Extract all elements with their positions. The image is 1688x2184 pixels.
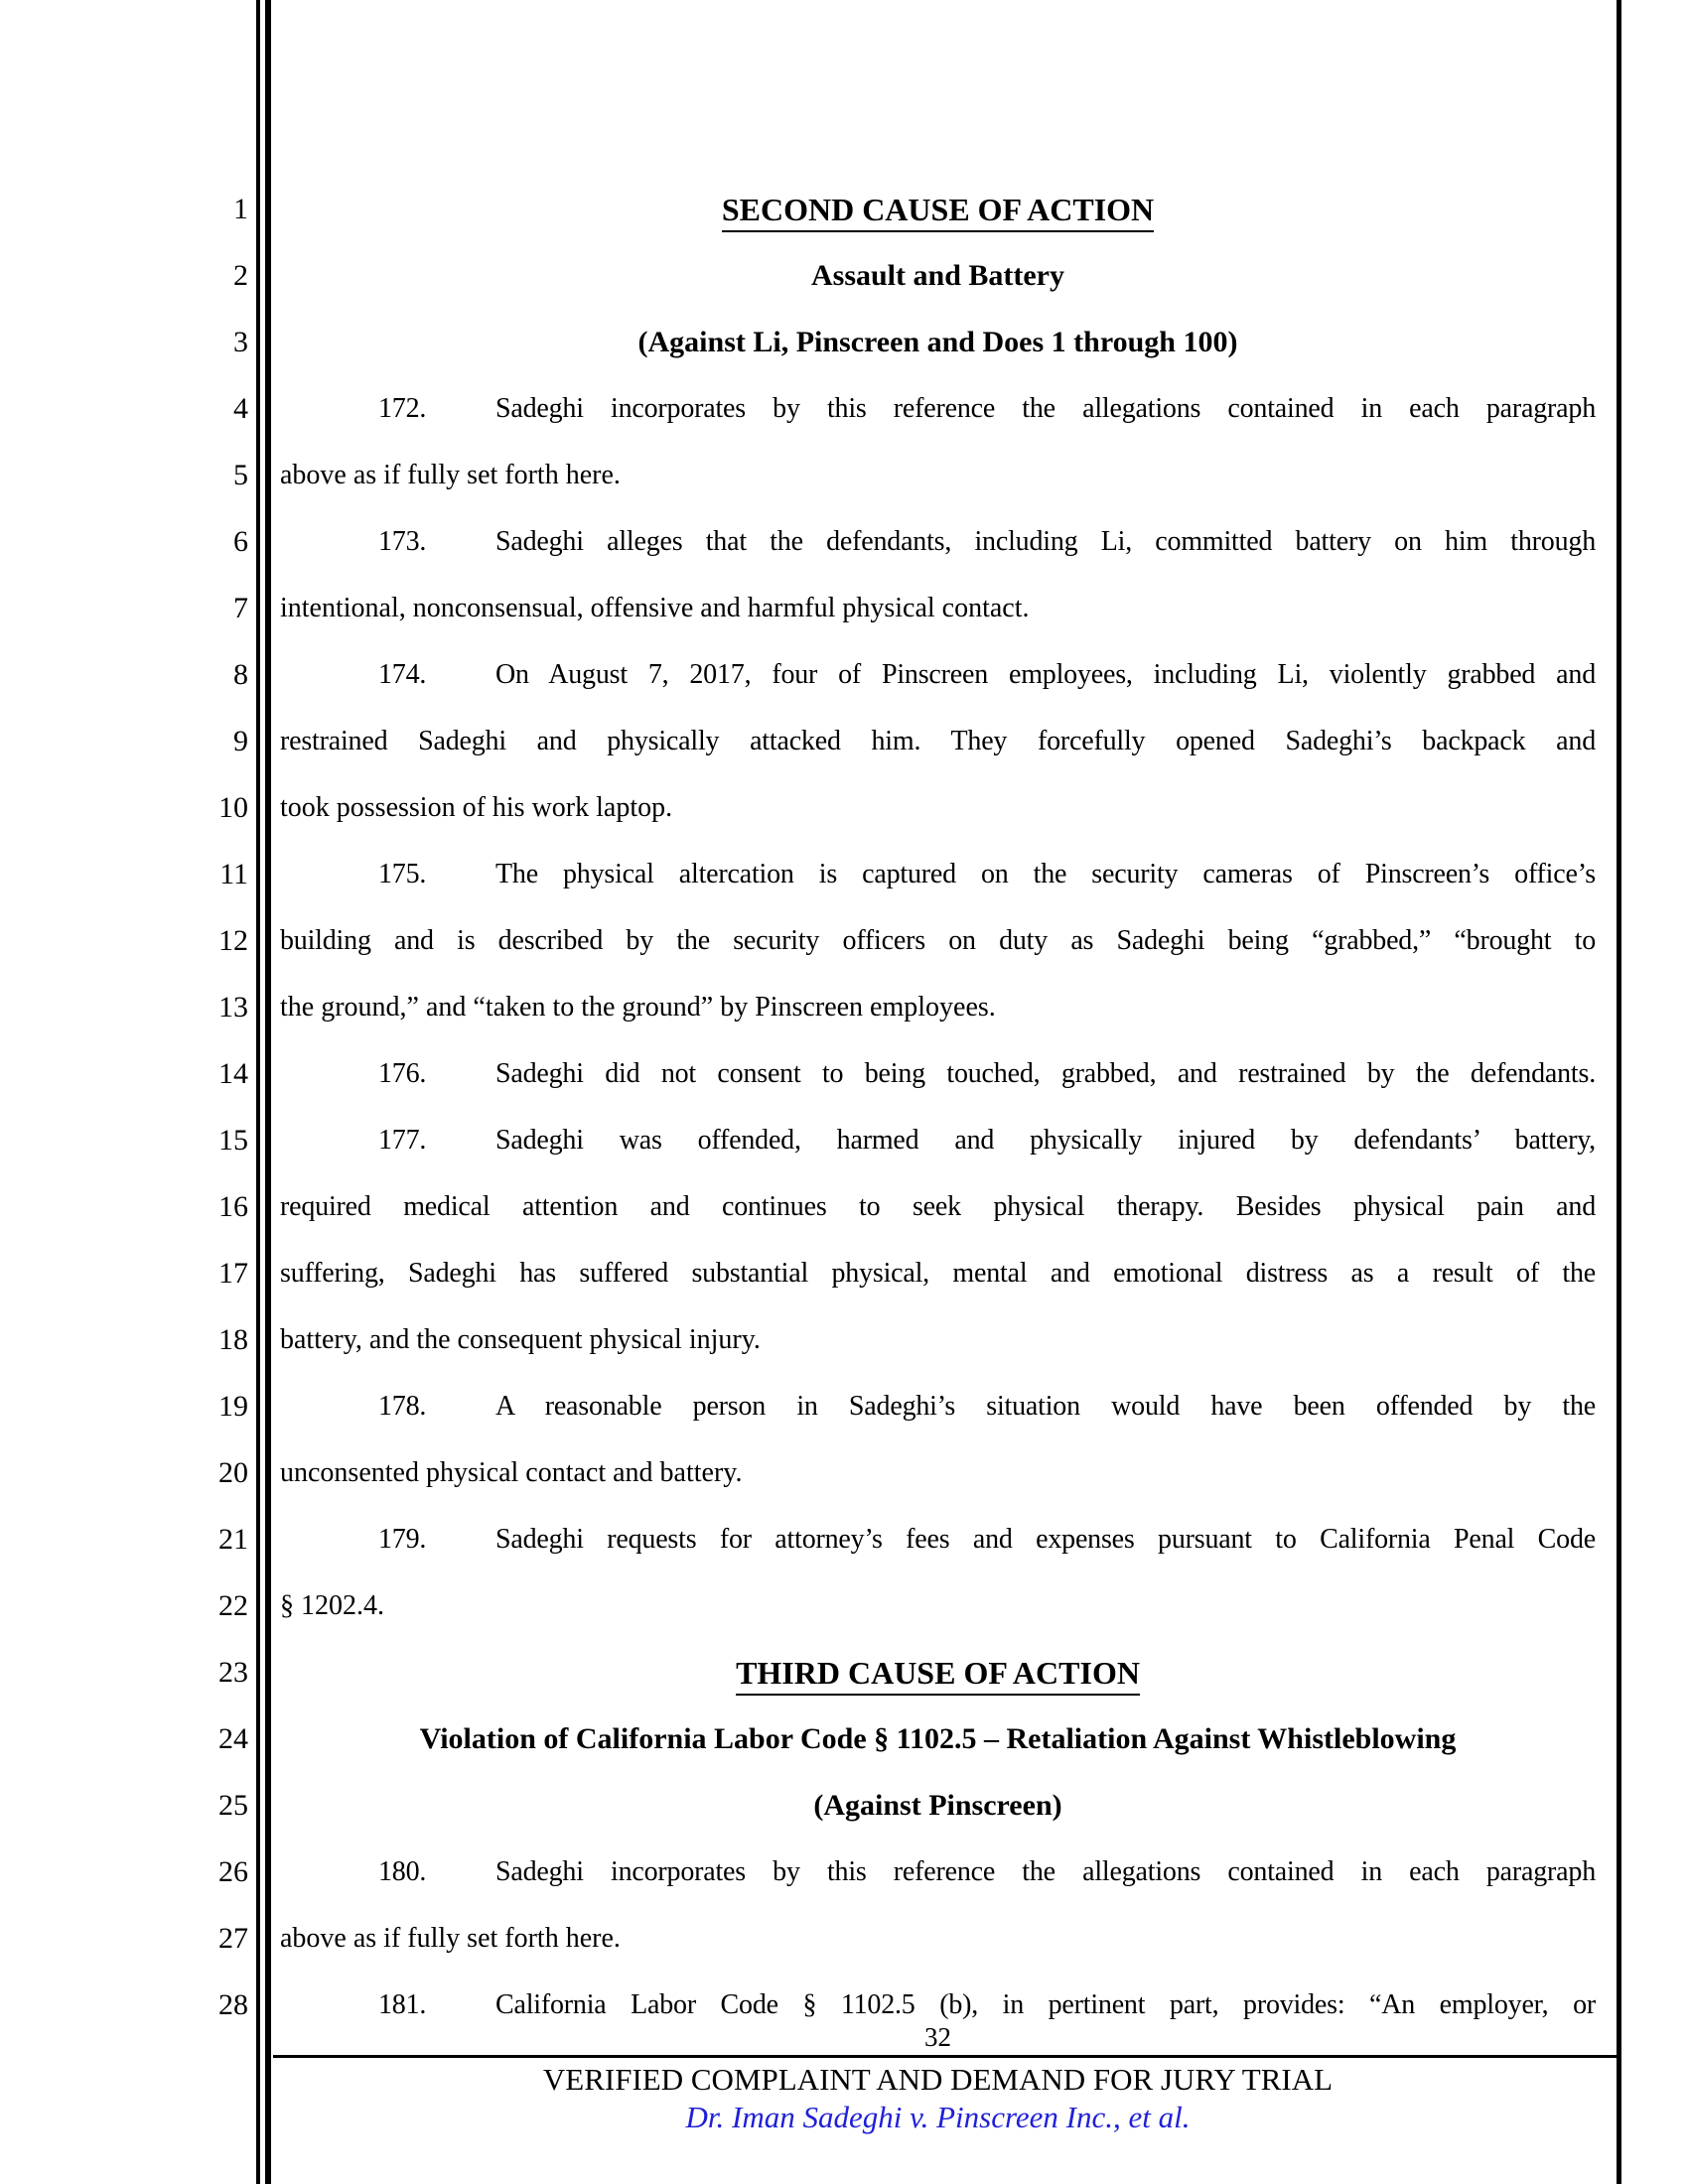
text-line: above as if fully set forth here. [280, 1923, 621, 1954]
text-line: § 1202.4. [280, 1590, 384, 1621]
paragraph-number: 179. [378, 1524, 427, 1555]
text-line: battery, and the consequent physical injury. [280, 1324, 761, 1355]
paragraph-number: 174. [378, 659, 427, 690]
text-line: intentional, nonconsensual, offensive and harmful physical contact. [280, 593, 1030, 623]
text-line: suffering, Sadeghi has suffered substantial physical, mental and emotional distress as a result of the [280, 1258, 1596, 1289]
line-number: 8 [233, 658, 248, 691]
text-line: 179. Sadeghi requests for attorney’s fees and expenses pursuant to California Penal Code [280, 1517, 1596, 1563]
text-line: restrained Sadeghi and physically attacked him. They forcefully opened Sadeghi’s backpack and [280, 726, 1596, 756]
underlined-heading-text: THIRD CAUSE OF ACTION [736, 1654, 1140, 1696]
heading-line: Assault and Battery [810, 259, 1064, 292]
line-number: 2 [233, 259, 248, 292]
text-line: 180. Sadeghi incorporates by this reference the allegations contained in each paragraph [280, 1849, 1596, 1895]
text-line: 174. On August 7, 2017, four of Pinscreen employees, including Li, violently grabbed and [280, 652, 1596, 698]
line-number: 9 [233, 725, 248, 757]
footer-rule [273, 2055, 1618, 2058]
line-number: 28 [218, 1988, 248, 2021]
heading-line: (Against Li, Pinscreen and Does 1 through 100) [637, 326, 1238, 358]
line-number: 13 [218, 991, 248, 1024]
paragraph-number: 176. [378, 1058, 427, 1089]
text-line: 175. The physical altercation is captured on the security cameras of Pinscreen’s office’s [280, 852, 1596, 897]
line-number: 16 [218, 1190, 248, 1223]
text-line: 173. Sadeghi alleges that the defendants, including Li, committed battery on him through [280, 519, 1596, 565]
underlined-heading-text: SECOND CAUSE OF ACTION [722, 191, 1154, 232]
line-number: 20 [218, 1456, 248, 1489]
page-number: 32 [924, 2022, 951, 2052]
text-line: 172. Sadeghi incorporates by this reference the allegations contained in each paragraph [280, 386, 1596, 432]
line-number: 12 [218, 924, 248, 957]
paragraph-number: 175. [378, 859, 427, 889]
heading-line: (Against Pinscreen) [813, 1789, 1062, 1822]
line-number: 25 [218, 1789, 248, 1822]
footer-title: VERIFIED COMPLAINT AND DEMAND FOR JURY TRIAL [542, 2062, 1334, 2097]
paragraph-number: 177. [378, 1125, 427, 1156]
line-number: 15 [218, 1124, 248, 1157]
footer-case-caption: Dr. Iman Sadeghi v. Pinscreen Inc., et al. [685, 2100, 1191, 2134]
line-number: 21 [218, 1523, 248, 1556]
line-number: 27 [218, 1922, 248, 1955]
heading-line [280, 187, 1596, 232]
text-line: the ground,” and “taken to the ground” by Pinscreen employees. [280, 992, 996, 1023]
line-number: 23 [218, 1656, 248, 1689]
line-number: 26 [218, 1855, 248, 1888]
line-number: 5 [233, 459, 248, 491]
text-line: unconsented physical contact and battery. [280, 1457, 743, 1488]
text-line: 177. Sadeghi was offended, harmed and physically injured by defendants’ battery, [280, 1118, 1596, 1163]
line-number: 10 [218, 791, 248, 824]
line-number: 4 [233, 392, 248, 425]
text-line: 181. California Labor Code § 1102.5 (b), in pertinent part, provides: “An employer, or [280, 1982, 1596, 2028]
left-margin-rule-outer [256, 0, 260, 2184]
line-number: 22 [218, 1589, 248, 1622]
line-number: 19 [218, 1390, 248, 1423]
text-line: required medical attention and continues to seek physical therapy. Besides physical pain and [280, 1191, 1596, 1222]
line-number: 3 [233, 326, 248, 358]
line-number: 1 [233, 193, 248, 225]
paragraph-number: 173. [378, 526, 427, 557]
line-number: 7 [233, 592, 248, 624]
paragraph-number: 181. [378, 1989, 427, 2020]
line-number: 24 [218, 1722, 248, 1755]
line-number: 17 [218, 1257, 248, 1290]
text-line: took possession of his work laptop. [280, 792, 673, 823]
line-number: 18 [218, 1323, 248, 1356]
line-number: 14 [218, 1057, 248, 1090]
right-margin-rule [1617, 0, 1621, 2184]
text-line: building and is described by the security officers on duty as Sadeghi being “grabbed,” “brought to [280, 925, 1596, 956]
heading-line: Violation of California Labor Code § 1102.5 – Retaliation Against Whistleblowing [419, 1722, 1457, 1755]
heading-line [280, 1650, 1596, 1696]
left-margin-rule-inner [265, 0, 271, 2184]
text-line: above as if fully set forth here. [280, 460, 621, 490]
paragraph-number: 180. [378, 1856, 427, 1887]
text-line: 176. Sadeghi did not consent to being touched, grabbed, and restrained by the defendants. [280, 1051, 1596, 1097]
line-number: 11 [219, 858, 248, 890]
paragraph-number: 178. [378, 1391, 427, 1422]
line-number-column [149, 0, 248, 2184]
text-line: 178. A reasonable person in Sadeghi’s situation would have been offended by the [280, 1384, 1596, 1430]
paragraph-number: 172. [378, 393, 427, 424]
text-area [280, 0, 1596, 2184]
line-number: 6 [233, 525, 248, 558]
